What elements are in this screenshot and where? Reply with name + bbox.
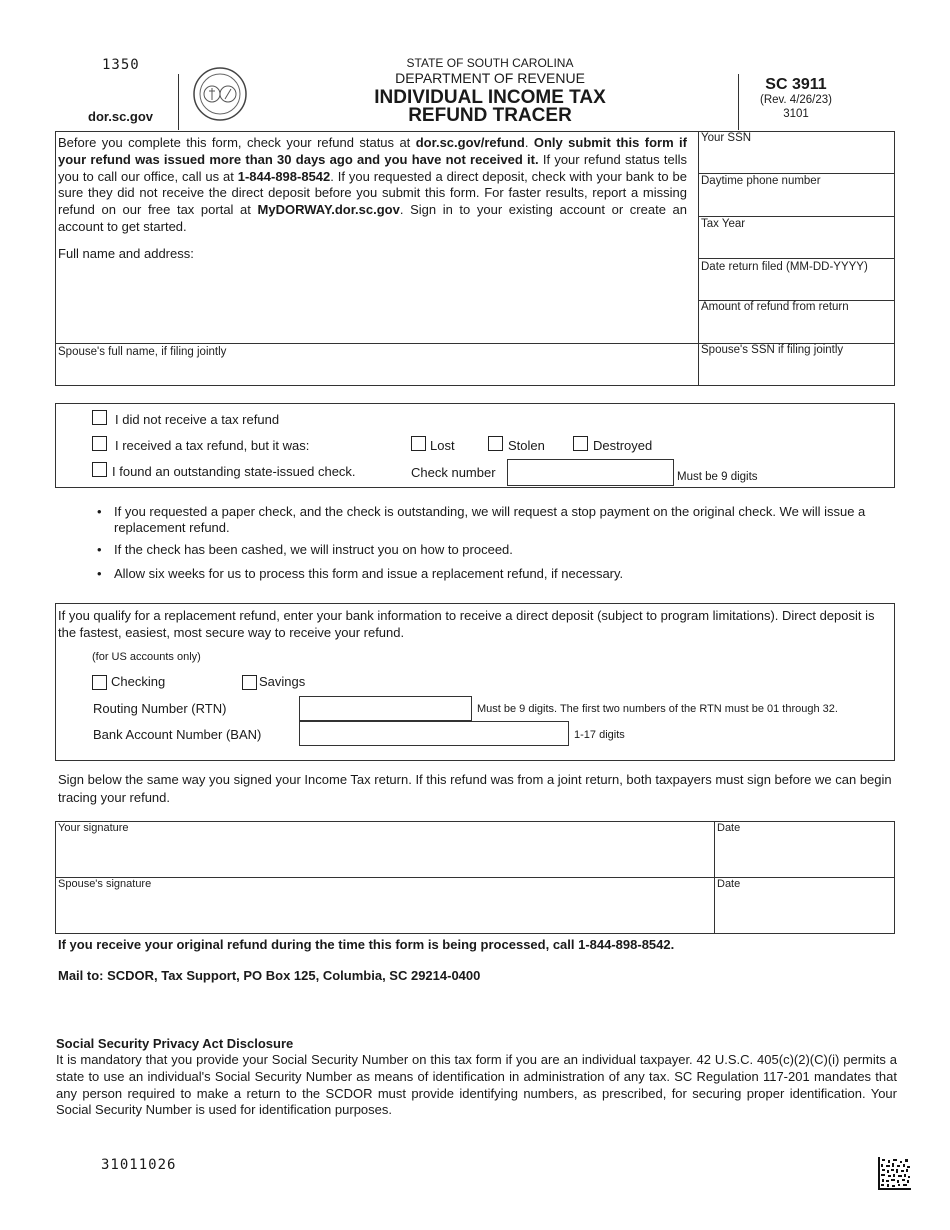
check-number-label: Check number: [411, 465, 496, 480]
signature-date-field[interactable]: [716, 836, 892, 876]
stolen-label: Stolen: [508, 438, 545, 453]
sign-instructions: Sign below the same way you signed your Income Tax return. If this refund was from a joint return, both taxpayers must sign before we can begin tracing your refund.: [58, 772, 892, 805]
form-id: 3101: [783, 108, 809, 120]
bullet-item: • Allow six weeks for us to process this form and issue a replacement refund, if necessary.: [97, 566, 624, 581]
us-accounts-note: (for US accounts only): [92, 651, 201, 663]
form-title-line1: INDIVIDUAL INCOME TAX: [374, 87, 606, 108]
lost-label: Lost: [430, 438, 455, 453]
ban-note: 1-17 digits: [574, 729, 625, 741]
destroyed-checkbox[interactable]: [573, 436, 588, 451]
no-refund-checkbox[interactable]: [92, 410, 107, 425]
spouse-name-label: Spouse's full name, if filing jointly: [58, 346, 227, 358]
form-code-top: 1350: [102, 57, 140, 73]
tax-year-label: Tax Year: [701, 218, 746, 230]
check-number-field[interactable]: [507, 459, 674, 486]
form-code-bottom: 31011026: [101, 1157, 177, 1173]
bullet-item: • If the check has been cashed, we will instruct you on how to proceed.: [97, 542, 513, 557]
check-number-note: Must be 9 digits: [677, 471, 758, 483]
bank-intro: If you qualify for a replacement refund, enter your bank information to receive a direct deposit (subject to program limitations). Direct deposit is the fastest, easiest, most secure way to receive your refund.: [58, 608, 875, 640]
privacy-text: It is mandatory that you provide your Social Security Number on this tax form if you are an individual taxpayer. 42 U.S.C. 405(c)(2)(C)(i) permits a state to use an individual's Social Security Number as means of identification in administration of any tax. SC Regulation 117-201 mandates that any person required to make a return to the SCDOR must provide identifying numbers, as prescribed, for securing proper identification. Your Social Security Number is used for identification purposes.: [56, 1052, 897, 1118]
state-name: STATE OF SOUTH CAROLINA: [406, 56, 574, 70]
form-number: SC 3911: [765, 76, 827, 93]
ssn-field[interactable]: [700, 146, 893, 172]
received-refund-label: I received a tax refund, but it was:: [115, 438, 310, 453]
phone-label: Daytime phone number: [701, 175, 821, 187]
tax-year-field[interactable]: [700, 232, 893, 257]
spouse-signature-label: Spouse's signature: [58, 878, 152, 890]
refund-amount-field[interactable]: [700, 316, 893, 342]
bullet-item: • If you requested a paper check, and the check is outstanding, we will request a stop payment on the original check. We will issue a replacement refund.: [97, 504, 866, 535]
received-refund-checkbox[interactable]: [92, 436, 107, 451]
original-refund-note: If you receive your original refund during the time this form is being processed, call 1-844-898-8542.: [58, 937, 675, 952]
your-signature-label: Your signature: [58, 822, 129, 834]
spouse-date-label: Date: [717, 878, 741, 890]
refund-amount-label: Amount of refund from return: [701, 301, 849, 313]
date-label: Date: [717, 822, 741, 834]
your-signature-field[interactable]: [58, 836, 710, 876]
rtn-field[interactable]: [299, 696, 472, 721]
rtn-label: Routing Number (RTN): [93, 701, 227, 716]
spouse-name-field[interactable]: [58, 360, 694, 384]
ban-field[interactable]: [299, 721, 569, 746]
spouse-ssn-field[interactable]: [700, 359, 893, 385]
department-name: DEPARTMENT OF REVENUE: [395, 70, 585, 86]
lost-checkbox[interactable]: [411, 436, 426, 451]
no-refund-label: I did not receive a tax refund: [115, 412, 280, 427]
full-name-address-field[interactable]: [58, 262, 694, 340]
privacy-title: Social Security Privacy Act Disclosure: [56, 1036, 294, 1051]
form-title-line2: REFUND TRACER: [408, 105, 572, 126]
date-filed-label: Date return filed (MM-DD-YYYY): [701, 261, 868, 273]
spouse-signature-field[interactable]: [58, 892, 710, 932]
savings-label: Savings: [259, 674, 306, 689]
ssn-label: Your SSN: [701, 132, 752, 144]
date-filed-field[interactable]: [700, 275, 893, 299]
destroyed-label: Destroyed: [593, 438, 653, 453]
state-seal-icon: [192, 66, 248, 122]
spouse-ssn-label: Spouse's SSN if filing jointly: [701, 344, 844, 356]
stolen-checkbox[interactable]: [488, 436, 503, 451]
phone-field[interactable]: [700, 189, 893, 215]
website-label: dor.sc.gov: [88, 109, 154, 124]
checking-label: Checking: [111, 674, 166, 689]
mailing-address: Mail to: SCDOR, Tax Support, PO Box 125, Columbia, SC 29214-0400: [58, 968, 481, 983]
full-name-label: Full name and address:: [58, 246, 194, 261]
found-check-label: I found an outstanding state-issued check.: [112, 464, 356, 479]
spouse-signature-date-field[interactable]: [716, 892, 892, 932]
savings-checkbox[interactable]: [242, 675, 257, 690]
form-revision: (Rev. 4/26/23): [759, 94, 832, 106]
intro-paragraph: Before you complete this form, check your refund status at dor.sc.gov/refund. Only submit this form if your refund was issued more than 30 days ago and you have not received it. If your refund status tells you to call our office, call us at 1-844-898-8542. If you requested a direct deposit, check with your bank to be sure they did not receive the direct deposit before you submit this form. For faster results, report a missing refund on our free tax portal at MyDORWAY.dor.sc.gov. Sign in to your existing account or create an account to get started.: [58, 135, 688, 234]
barcode-icon: [878, 1157, 911, 1190]
found-check-checkbox[interactable]: [92, 462, 107, 477]
checking-checkbox[interactable]: [92, 675, 107, 690]
ban-label: Bank Account Number (BAN): [93, 727, 262, 742]
rtn-note: Must be 9 digits. The first two numbers of the RTN must be 01 through 32.: [477, 703, 838, 715]
